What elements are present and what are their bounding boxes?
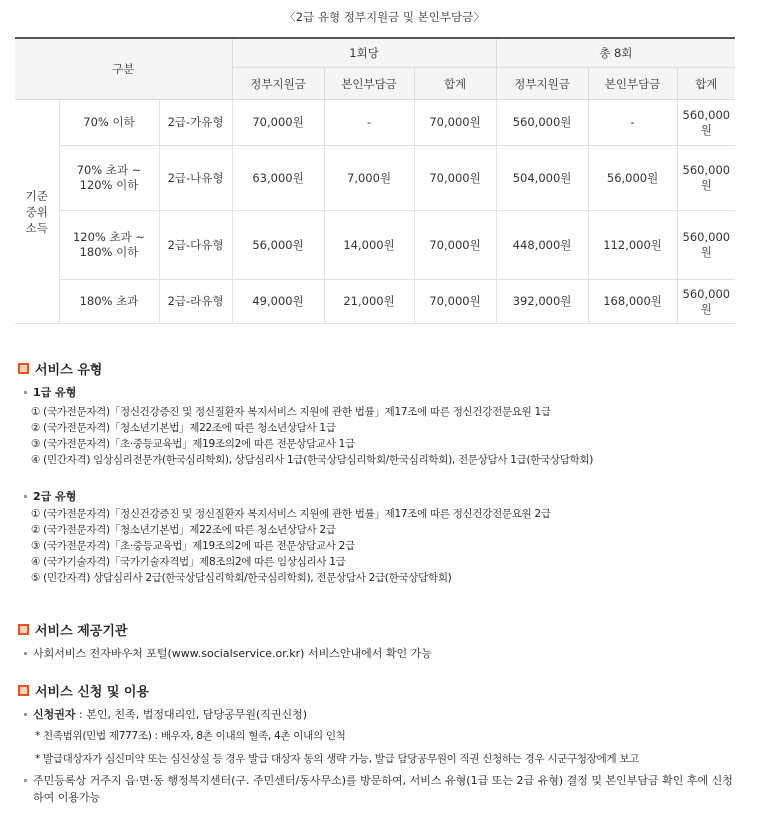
note-kinship: * 친족범위(민법 제777조) : 배우자, 8촌 이내의 혈족, 4촌 이내의 인척	[35, 730, 346, 742]
self-amount: 7,000원	[324, 146, 414, 211]
sum-amount: 70,000원	[414, 211, 496, 280]
applicant-text: : 본인, 친족, 법정대리인, 담당공무원(직권신청)	[75, 708, 308, 721]
visit-line	[24, 772, 734, 806]
visit-text: 주민등록상 거주지 읍·면·동 행정복지센터(구. 주민센터/동사무소)를 방문하여, 서비스 유형(1급 또는 2급 유형) 결정 및 본인부담금 확인 후에 신청하여 이용가능	[33, 774, 733, 804]
grade2-item: ④ (국가기술자격)「국가기술자격법」제8조의2에 따른 임상심리사 1급	[31, 556, 346, 568]
income-range: 70% 이하	[59, 100, 159, 146]
note-proxy: * 발급대상자가 심신미약 또는 심신상실 등 경우 발급 대상자 동의 생략 가능, 발급 담당공무원이 직권 신청하는 경우 시군구청장에게 보고	[35, 753, 640, 765]
sum-amount: 70,000원	[414, 146, 496, 211]
self-amount: 21,000원	[324, 280, 414, 324]
subheader-gov-total: 정부지원금	[496, 68, 588, 100]
sum-total-amount: 560,000원	[677, 280, 735, 324]
type-label: 2급-나유형	[159, 146, 232, 211]
grade2-item: ⑤ (민간자격) 상담심리사 2급(한국상담심리학회/한국심리학회), 전문상담사 2급(한국상담학회)	[31, 572, 452, 584]
section-square-icon	[18, 363, 29, 374]
table-row	[15, 280, 735, 324]
sum-total-amount: 560,000원	[677, 211, 735, 280]
income-range: 180% 초과	[59, 280, 159, 324]
sum-amount: 70,000원	[414, 280, 496, 324]
subheader-sum: 합계	[414, 68, 496, 100]
self-amount: 14,000원	[324, 211, 414, 280]
applicant-line	[24, 706, 307, 722]
table-row	[15, 211, 735, 280]
bullet-icon	[24, 495, 27, 498]
grade1-item: ④ (민간자격) 임상심리전문가(한국심리학회), 상담심리사 1급(한국상담심리학회/한국심리학회), 전문상담사 1급(한국상담학회)	[31, 454, 594, 466]
grade2-item: ③ (국가전문자격)「초·중등교육법」제19조의2에 따른 전문상담교사 2급	[31, 540, 355, 552]
subheader-self: 본인부담금	[324, 68, 414, 100]
self-total-amount: 56,000원	[588, 146, 677, 211]
section-square-icon	[18, 624, 29, 635]
section-title-provider	[18, 620, 127, 639]
gov-amount: 63,000원	[232, 146, 324, 211]
subheader-gov: 정부지원금	[232, 68, 324, 100]
header-total: 총 8회	[496, 38, 735, 68]
section-title-text: 서비스 신청 및 이용	[35, 685, 150, 700]
applicant-label: 신청권자	[33, 708, 76, 721]
income-range: 70% 초과 ~ 120% 이하	[59, 146, 159, 211]
section-square-icon	[18, 685, 29, 696]
table-row	[15, 146, 735, 211]
section-title-text: 서비스 제공기관	[35, 624, 128, 639]
gov-total-amount: 392,000원	[496, 280, 588, 324]
self-total-amount: -	[588, 100, 677, 146]
bullet-icon	[24, 713, 27, 716]
section-title-text: 서비스 유형	[35, 363, 103, 378]
grade1-item: ② (국가전문자격)「청소년기본법」제22조에 따른 청소년상담사 1급	[31, 422, 336, 434]
self-amount: -	[324, 100, 414, 146]
row-group-label: 기준 중위 소득	[15, 100, 59, 324]
grade1-item: ③ (국가전문자격)「초·중등교육법」제19조의2에 따른 전문상담교사 1급	[31, 438, 355, 450]
provider-line	[24, 645, 432, 661]
bullet-icon	[24, 779, 27, 782]
header-per-session: 1회당	[232, 38, 496, 68]
sum-total-amount: 560,000원	[677, 146, 735, 211]
gov-amount: 70,000원	[232, 100, 324, 146]
bullet-icon	[24, 652, 27, 655]
grade1-label: 1급 유형	[33, 386, 77, 399]
grade1-heading	[24, 384, 76, 400]
grade2-label: 2급 유형	[33, 490, 77, 503]
subheader-self-total: 본인부담금	[588, 68, 677, 100]
gov-amount: 49,000원	[232, 280, 324, 324]
sum-amount: 70,000원	[414, 100, 496, 146]
gov-total-amount: 448,000원	[496, 211, 588, 280]
section-title-service-type	[18, 359, 102, 378]
subheader-sum-total: 합계	[677, 68, 735, 100]
grade2-item: ① (국가전문자격)「정신건강증진 및 정신질환자 복지서비스 지원에 관한 법률」제17조에 따른 정신건강전문요원 2급	[31, 508, 551, 520]
self-total-amount: 112,000원	[588, 211, 677, 280]
gov-amount: 56,000원	[232, 211, 324, 280]
gov-total-amount: 504,000원	[496, 146, 588, 211]
bullet-icon	[24, 391, 27, 394]
fee-table	[15, 37, 735, 324]
type-label: 2급-다유형	[159, 211, 232, 280]
grade1-item: ① (국가전문자격)「정신건강증진 및 정신질환자 복지서비스 지원에 관한 법률」제17조에 따른 정신건강전문요원 1급	[31, 406, 551, 418]
type-label: 2급-가유형	[159, 100, 232, 146]
table-caption: 〈2급 유형 정부지원금 및 본인부담금〉	[284, 10, 485, 24]
section-title-apply	[18, 681, 149, 700]
self-total-amount: 168,000원	[588, 280, 677, 324]
table-row	[15, 100, 735, 146]
header-group: 구분	[15, 38, 232, 100]
provider-text: 사회서비스 전자바우처 포털(www.socialservice.or.kr) 서비스안내에서 확인 가능	[33, 647, 432, 660]
grade2-heading	[24, 488, 76, 504]
income-range: 120% 초과 ~ 180% 이하	[59, 211, 159, 280]
type-label: 2급-라유형	[159, 280, 232, 324]
sum-total-amount: 560,000원	[677, 100, 735, 146]
grade2-item: ② (국가전문자격)「청소년기본법」제22조에 따른 청소년상담사 2급	[31, 524, 336, 536]
gov-total-amount: 560,000원	[496, 100, 588, 146]
